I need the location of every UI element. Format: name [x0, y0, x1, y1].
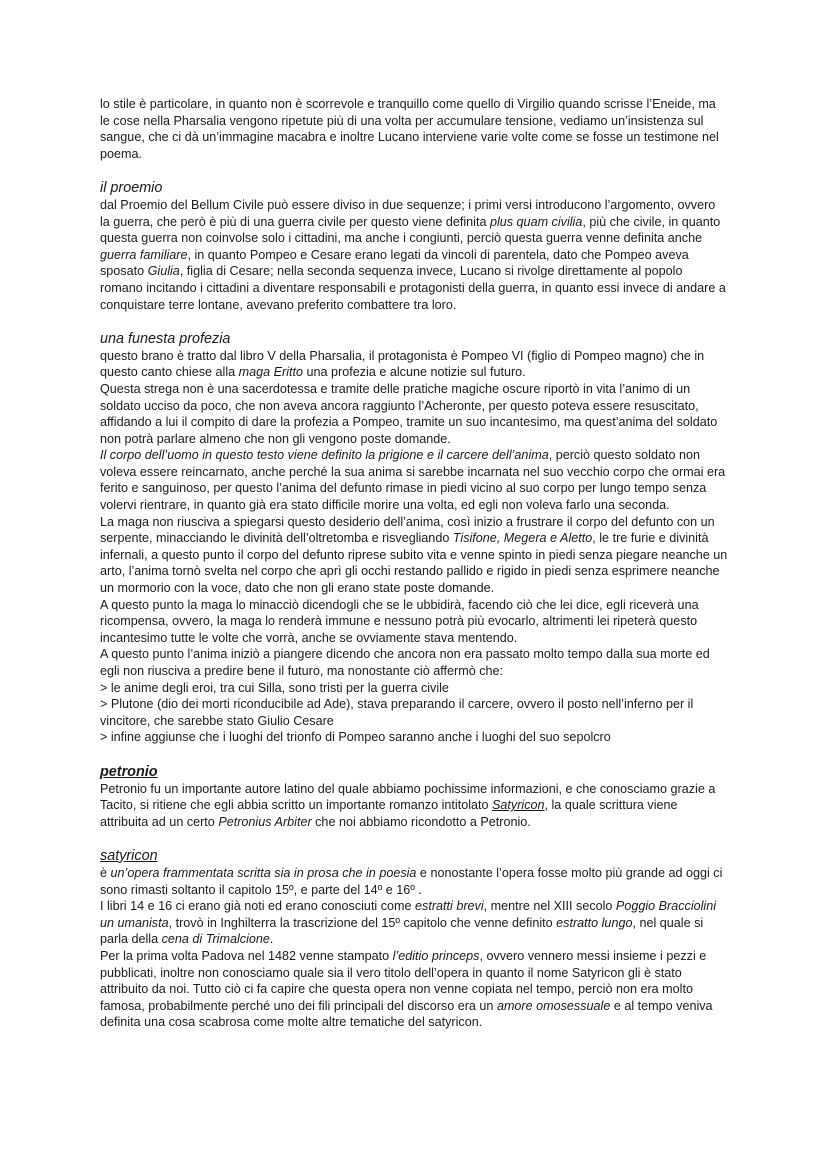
petronio-paragraph: Petronio fu un importante autore latino del quale abbiamo pochissime informazioni, e che conosciamo grazie a Tacito, si ritiene che egli abbia scritto un importante romanzo intitolato Satyricon, la quale scrittura viene attribuita ad un certo Petronius Arbiter che noi abbiamo ricondotto a Petronio. [100, 781, 716, 829]
profezia-paragraph-1: questo brano è tratto dal libro V della Pharsalia, il protagonista è Pompeo VI (figlio di Pompeo magno) che in questo canto chiese alla maga Eritto una profezia e alcune notizie sul futuro. [100, 348, 705, 380]
intro-paragraph: lo stile è particolare, in quanto non è scorrevole e tranquillo come quello di Virgilio quando scrisse l’Eneide, ma le cose nella Pharsalia vengono ripetute più di una volta per accumulare tensione, vediamo un’insistenza sul sangue, che ci dà un’immagine macabra e inoltre Lucano interviene varie volte come se fosse un testimone nel poema. [100, 97, 719, 161]
profezia-paragraph-2: Questa strega non è una sacerdotessa e tramite delle pratiche magiche oscure riportò in vita l’animo di un soldato ucciso da poco, che non aveva ancora raggiunto l’Acheronte, per questo poteva essere resuscitato, affidando a lui il compito di dare la profezia a Pompeo, tramite un suo incantesimo, ma quest’anima del soldato non potrà parlare almeno che non gli vengono poste domande. [100, 381, 718, 446]
profezia-bullet-2: > Plutone (dio dei morti riconducibile ad Ade), stava preparando il carcere, ovvero il posto nell’inferno per il vincitore, che sarebbe stato Giulio Cesare [100, 697, 694, 728]
satyricon-paragraph-2: I libri 14 e 16 ci erano già noti ed erano conosciuti come estratti brevi, mentre nel XIII secolo Poggio Bracciolini un umanista, trovò in Inghilterra la trascrizione del 15º capitolo che venne definito estratto lungo, nel quale si parla della cena di Trimalcione. [100, 899, 717, 947]
section-heading-petronio: petronio [100, 763, 158, 780]
profezia-paragraph-6: A questo punto l’anima iniziò a piangere dicendo che ancora non era passato molto tempo dalla sua morte ed egli non riusciva a predire bene il futuro, ma nonostante ciò affermò che: [100, 647, 710, 678]
profezia-paragraph-5: A questo punto la maga lo minacciò dicendogli che se le ubbidirà, facendo ciò che lei dice, egli riceverà una ricompensa, ovvero, la maga lo renderà immune e nessuno potrà più evocarlo, altrimenti lei ripeterà questo incantesimo tutte le volte che vorrà, anche se ovviamente stava mentendo. [100, 597, 699, 645]
section-heading-proemio: il proemio [100, 179, 163, 196]
profezia-paragraph-4: La maga non riusciva a spiegarsi questo desiderio dell’anima, così inizio a frustrare il corpo del defunto con un serpente, minacciando le divinità dell’oltretomba e risvegliando Tisifone, Megera e Aletto, le tre furie e divinità infernali, a questo punto il corpo del defunto riprese subito vita e venne spinto in piedi senza piegare neanche un arto, l’anima tornò svelta nel corpo che aprì gli occhi restando pallido e rigido in piedi senza esprimere neanche un mormorio con la voce, dato che non gli erano state poste domande. [100, 514, 728, 596]
proemio-paragraph: dal Proemio del Bellum Civile può essere diviso in due sequenze; i primi versi introducono l’argomento, ovvero la guerra, che però è più di una guerra civile per questo viene definita plus quam civilia, più che civile, in quanto questa guerra non coinvolse solo i cittadini, ma anche i congiunti, perciò questa guerra venne definita anche guerra familiare, in quanto Pompeo e Cesare erano legati da vincoli di parentela, dato che Pompeo aveva sposato Giulia, figlia di Cesare; nella seconda sequenza invece, Lucano si rivolge direttamente al popolo romano incitando i cittadini a diventare responsabili e protagonisti della guerra, in quanto essi invece di andare a conquistare terre lontane, avevano preferito combattere tra loro. [100, 197, 726, 312]
profezia-bullet-3: > infine aggiunse che i luoghi del trionfo di Pompeo saranno anche i luoghi del suo sepolcro [100, 730, 611, 745]
profezia-paragraph-3: Il corpo dell’uomo in questo testo viene definito la prigione e il carcere dell’anima, perciò questo soldato non voleva essere reincarnato, anche perché la sua anima si sarebbe incarnata nel suo vecchio corpo che ormai era ferito e sanguinoso, per questo l’anima del defunto rimase in piedi vicino al suo corpo per lungo tempo senza volervi rientrare, in quanto già era stato difficile morire una volta, ed egli non voleva farlo una seconda. [100, 448, 726, 513]
document-page [100, 96, 728, 1031]
profezia-bullet-1: > le anime degli eroi, tra cui Silla, sono tristi per la guerra civile [100, 680, 449, 695]
satyricon-paragraph-1: è un’opera frammentata scritta sia in prosa che in poesia e nonostante l’opera fosse molto più grande ad oggi ci sono rimasti soltanto il capitolo 15º, e parte del 14º e 16º . [100, 865, 723, 897]
satyricon-paragraph-3: Per la prima volta Padova nel 1482 venne stampato l’editio princeps, ovvero vennero messi insieme i pezzi e pubblicati, inoltre non conosciamo quale sia il vero titolo dell’opera in quanto il nome Satyricon gli è stato attribuito da noi. Tutto ciò ci fa capire che questa opera non venne copiata nel tempo, perciò non era molto famosa, probabilmente perché uno dei fili principali del discorso era un amore omosessuale e al tempo veniva definita una cosa scabrosa come molte altre tematiche del satyricon. [100, 948, 713, 1030]
section-heading-profezia: una funesta profezia [100, 330, 231, 347]
section-heading-satyricon: satyricon [100, 847, 158, 864]
